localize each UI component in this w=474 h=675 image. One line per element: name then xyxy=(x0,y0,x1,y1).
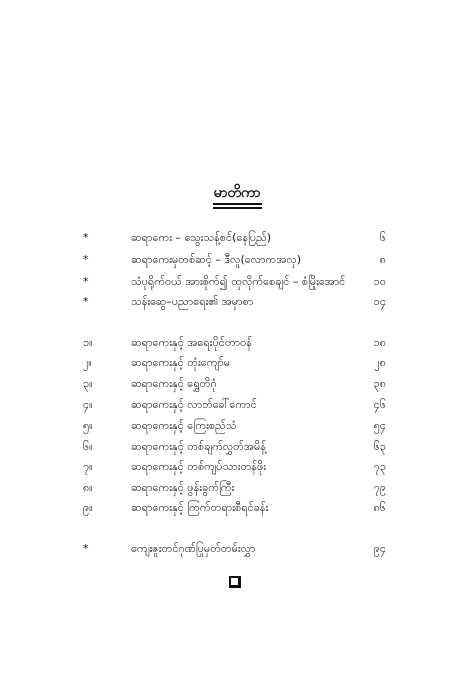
title-underline-top xyxy=(213,203,262,205)
toc-entry[interactable] xyxy=(0,458,474,476)
entry-number: ၈။ xyxy=(83,481,93,494)
entry-title: ဆရာကေးမှတစ်ဆင့် – ဒီလူ(လောကအလှ) xyxy=(131,253,302,266)
entry-page-number: ၆၃ xyxy=(373,440,386,453)
entry-page-number: ၇၃ xyxy=(373,460,386,473)
toc-entry[interactable] xyxy=(0,354,474,372)
toc-entry[interactable] xyxy=(0,396,474,414)
entry-page-number: ၆ xyxy=(379,231,386,244)
entry-page-number: ၃၈ xyxy=(373,377,386,390)
entry-number: ၇။ xyxy=(83,460,93,473)
entry-title: သံပုရိုက်ဝယ် အားစိုက်၍ ထုလိုက်စေချင် – စံမြိုးအောင် xyxy=(131,275,346,288)
page-title: မာတိကာ xyxy=(213,185,261,201)
entry-title: ဆရာကေးနှင့် တုံးကျော်မ xyxy=(131,356,231,369)
entry-title: ဆရာကေးနှင့် တစ်ချက်လွှတ်အမိန့် xyxy=(131,440,266,453)
toc-entry[interactable] xyxy=(0,479,474,497)
entry-marker: * xyxy=(83,295,89,308)
entry-number: ၂။ xyxy=(83,356,92,369)
entry-page-number: ၇၉ xyxy=(373,481,386,494)
entry-title: ဆရာကေးနှင့် ကြေးစည်သံ xyxy=(131,419,237,432)
entry-title: သန်းဆွေ–ပညာရေး၏ အမှာစာ xyxy=(131,295,254,308)
entry-title: ဆရာကေးနှင့် ကြက်တရားစီရင်ခန်း xyxy=(131,501,269,514)
end-square-icon xyxy=(229,576,241,588)
entry-page-number: ၁၀ xyxy=(373,275,386,288)
entry-page-number: ၈ xyxy=(379,253,386,266)
entry-page-number: ၁၄ xyxy=(373,295,386,308)
toc-entry[interactable] xyxy=(0,229,474,247)
toc-entry[interactable] xyxy=(0,293,474,311)
entry-page-number: ၁၈ xyxy=(373,336,386,349)
entry-number: ၉။ xyxy=(83,501,93,514)
toc-entry[interactable] xyxy=(0,375,474,393)
entry-number: ၅။ xyxy=(83,419,93,432)
entry-number: ၃။ xyxy=(83,377,93,390)
entry-title: ဆရာကေးနှင့် တစ်ကျပ်သားတန်ဖိုး xyxy=(131,460,267,473)
toc-entry[interactable] xyxy=(0,499,474,517)
entry-page-number: ၂၈ xyxy=(374,356,386,369)
entry-title: ကျေးဇူးတင်ဂုဏ်ပြုမှတ်တမ်းလွှာ xyxy=(131,542,256,555)
toc-entry[interactable] xyxy=(0,273,474,291)
entry-title: ဆရာကေးနှင့် ဖွန်းခွက်ကြီး xyxy=(131,481,235,494)
entry-number: ၁။ xyxy=(83,336,93,349)
entry-title: ဆရာကေး – သွေးသန့်စင်(နေပြည်) xyxy=(131,231,272,244)
entry-number: ၄။ xyxy=(83,398,93,411)
toc-entry[interactable] xyxy=(0,251,474,269)
entry-marker: * xyxy=(83,275,89,288)
entry-marker: * xyxy=(83,231,89,244)
entry-number: ၆။ xyxy=(83,440,93,453)
toc-entry[interactable] xyxy=(0,417,474,435)
toc-entry[interactable] xyxy=(0,540,474,558)
toc-entry[interactable] xyxy=(0,438,474,456)
entry-page-number: ၈၆ xyxy=(373,501,386,514)
title-underline-bottom xyxy=(213,207,262,209)
entry-title: ဆရာကေးနှင့် ရွှေတိဂုံ xyxy=(131,377,217,390)
entry-page-number: ၉၄ xyxy=(373,542,386,555)
toc-entry[interactable] xyxy=(0,334,474,352)
entry-page-number: ၅၄ xyxy=(373,419,386,432)
entry-page-number: ၄၆ xyxy=(373,398,386,411)
entry-title: ဆရာကေးနှင့် လာဘ်ခေါ်ကောင် xyxy=(131,398,257,411)
entry-marker: * xyxy=(83,542,89,555)
entry-marker: * xyxy=(83,253,89,266)
entry-title: ဆရာကေးနှင့် အရေးပိုင်တာဝန် xyxy=(131,336,252,349)
